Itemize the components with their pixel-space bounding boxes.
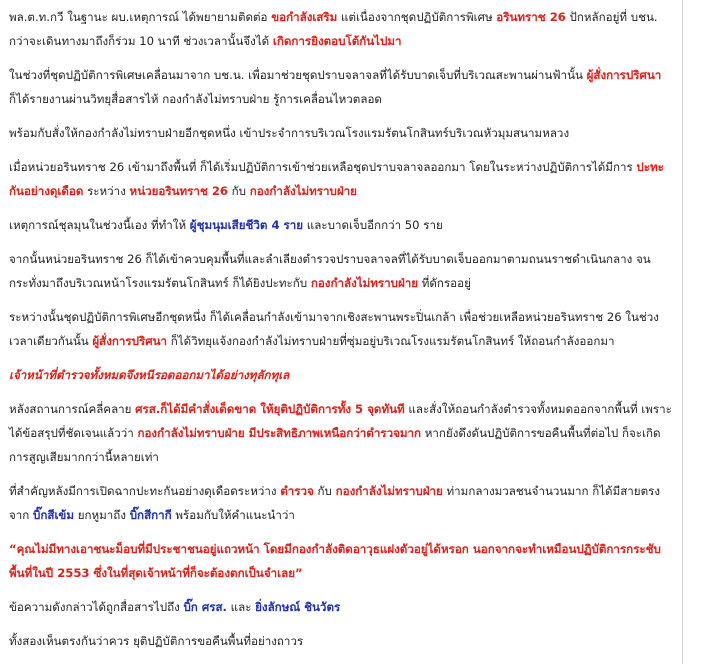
highlight-text: ผู้ชุมนุมเสียชีวิต 4 ราย	[189, 218, 304, 232]
paragraph	[9, 479, 672, 527]
highlight-text: ศรส.ก็ได้มีคำสั่งเด็ดขาด ให้ยุติปฏิบัติการทั้ง 5 จุดทันที	[135, 402, 405, 416]
highlight-text: บิ๊กสีกากี	[129, 508, 172, 522]
highlight-text: กองกำลังไม่ทราบฝ่าย	[335, 484, 443, 498]
paragraph	[9, 595, 672, 619]
quote-paragraph	[9, 537, 672, 585]
text-segment: จากนั้นหน่วยอรินทราช 26 ก็ได้เข้าควบคุมพื้นที่และลำเลียงตำรวจปราบจลาจลที่ได้รับบาดเจ็บออกมาตามถนนราชดำเนินกลาง จนกระทั่งมาถึงบริเวณหน้าโรงแรมรัตนโกสินทร์ ก็ได้ยิงปะทะกับ	[9, 252, 651, 290]
highlight-text: ยิ่งลักษณ์ ชินวัตร	[255, 600, 341, 614]
highlight-text: ผู้สั่งการปริศนา	[92, 334, 168, 348]
paragraph	[9, 363, 672, 387]
text-segment: ก็ได้วิทยุแจ้งกองกำลังไม่ทราบฝ่ายที่ซุ่มอยู่บริเวณโรงแรมรัตนโกสินทร์ ให้ถอนกำลังออกมา	[167, 334, 615, 348]
text-segment: ก็ได้รายงานผ่านวิทยุสื่อสารไห้ กองกำลังไม่ทราบฝ่าย รู้การเคลื่อนไหวตลอด	[9, 92, 382, 106]
highlight-text: หน่วยอรินทราช 26	[129, 184, 228, 198]
paragraph	[9, 305, 672, 353]
text-segment: ทั้งสองเห็นตรงกันว่าควร ยุติปฏิบัติการขอคืนพื้นที่อย่างถาวร	[9, 634, 304, 648]
highlight-text: ปะทะกันอย่างดุเดือด	[9, 160, 664, 198]
quote-text: “คุณไม่มีทางเอาชนะม็อบที่มีประชาชนอยู่แถวหน้า โดยมีกองกำลังติดอาวุธแฝงตัวอยู่ได้หรอก นอกจากจะทำเหมือนปฏิบัติการกระชับพื้นที่ในปี 2553 ซึ่งในที่สุดเจ้าหน้าที่ก็จะต้องตกเป็นจำเลย”	[9, 542, 661, 580]
text-segment: เมื่อหน่วยอรินทราช 26 เข้ามาถึงพื้นที่ ก็ได้เริ่มปฏิบัติการเข้าช่วยเหลือชุดปราบจลาจลออกมา โดยในระหว่างปฏิบัติการได้มีการ	[9, 160, 637, 174]
paragraph	[9, 247, 672, 295]
text-segment: ข้อความดังกล่าวได้ถูกสื่อสารไปถึง	[9, 600, 184, 614]
text-segment: และบาดเจ็บอีกกว่า 50 ราย	[303, 218, 443, 232]
highlight-text: ขอกำลังเสริม	[271, 10, 338, 24]
text-segment: ระหว่าง	[83, 184, 130, 198]
highlight-text: บิ๊ก ศรส.	[183, 600, 227, 614]
text-segment: หากยังดึงดันปฏิบัติการขอคืนพื้นที่ต่อไป ก็จะเกิดการสูญเสียมากกว่านี้หลายเท่า	[9, 426, 661, 464]
text-segment: ที่ดักรออยู่	[418, 276, 471, 290]
highlight-text: ตำรวจ	[280, 484, 314, 498]
text-segment: ในช่วงที่ชุดปฏิบัติการพิเศษเคลื่อนมาจาก บช.น. เพื่อมาช่วยชุดปราบจลาจลที่ได้รับบาดเจ็บที่บริเวณสะพานผ่านฟ้านั้น	[9, 68, 587, 82]
paragraph	[9, 213, 672, 237]
text-segment: ที่สำคัญหลังมีการเปิดฉากปะทะกันอย่างดุเดือดระหว่าง	[9, 484, 281, 498]
highlight-text: เจ้าหน้าที่ตำรวจทั้งหมดจึงหนีรอดออกมาได้อย่างทุลักทุเล	[9, 368, 290, 382]
right-margin	[684, 0, 722, 664]
paragraph	[9, 155, 672, 203]
text-segment: กับ	[227, 184, 250, 198]
highlight-text: ผู้สั่งการปริศนา	[586, 68, 662, 82]
paragraph	[9, 63, 672, 111]
text-segment: ยกหูมาถึง	[74, 508, 130, 522]
highlight-text: บิ๊กสีเข้ม	[33, 508, 75, 522]
highlight-text: กองกำลังไม่ทราบฝ่าย มีประสิทธิภาพเหนือกว่าตำรวจมาก	[137, 426, 422, 440]
text-segment: แต่เนื่องจากชุดปฏิบัติการพิเศษ	[337, 10, 497, 24]
highlight-text: เกิดการยิงตอบโต้กันไปมา	[272, 34, 402, 48]
text-segment: หลังสถานการณ์คลี่คลาย	[9, 402, 136, 416]
text-segment: กับ	[313, 484, 336, 498]
highlight-text: กองกำลังไม่ทราบฝ่าย	[249, 184, 357, 198]
paragraph	[9, 629, 672, 653]
text-segment: พร้อมกับสั่งให้กองกำลังไม่ทราบฝ่ายอีกชุดหนึ่ง เข้าประจำการบริเวณโรงแรมรัตนโกสินทร์บริเวณหัวมุมสนามหลวง	[9, 126, 570, 140]
text-segment: ระหว่างนั้นชุดปฏิบัติการพิเศษอีกชุดหนึ่ง ก็ได้เคลื่อนกำลังเข้ามาจากเชิงสะพานพระปิ่นเกล้า เพื่อช่วยเหลือหน่วยอรินทราช 26 ในช่วงเวลาเดียวกันนั้น	[9, 310, 659, 348]
text-segment: ท่ามกลางมวลชนจำนวนมาก ก็ได้มีสายตรงจาก	[9, 484, 661, 522]
paragraph	[9, 397, 672, 469]
paragraph	[9, 121, 672, 145]
text-segment: พร้อมกับให้คำแนะนำว่า	[171, 508, 295, 522]
text-segment: พล.ต.ท.กวี ในฐานะ ผบ.เหตุการณ์ ได้พยายามติดต่อ	[9, 10, 272, 24]
highlight-text: อรินทราช 26	[496, 10, 566, 24]
text-segment: เหตุการณ์ชุลมุนในช่วงนี้เอง ที่ทำให้	[9, 218, 190, 232]
highlight-text: กองกำลังไม่ทราบฝ่าย	[310, 276, 419, 290]
paragraph	[9, 5, 672, 53]
text-segment: ปักหลักอยู่ที่ บชน. กว่าจะเดินทางมาถึงก็ร่วม 10 นาที ช่วงเวลานั้นจึงได้	[9, 10, 658, 48]
text-segment: และสั่งให้ถอนกำลังตำรวจทั้งหมดออกจากพื้นที่ เพราะได้ข้อสรุปที่ชัดเจนแล้วว่า	[9, 402, 672, 440]
text-segment: และ	[226, 600, 256, 614]
